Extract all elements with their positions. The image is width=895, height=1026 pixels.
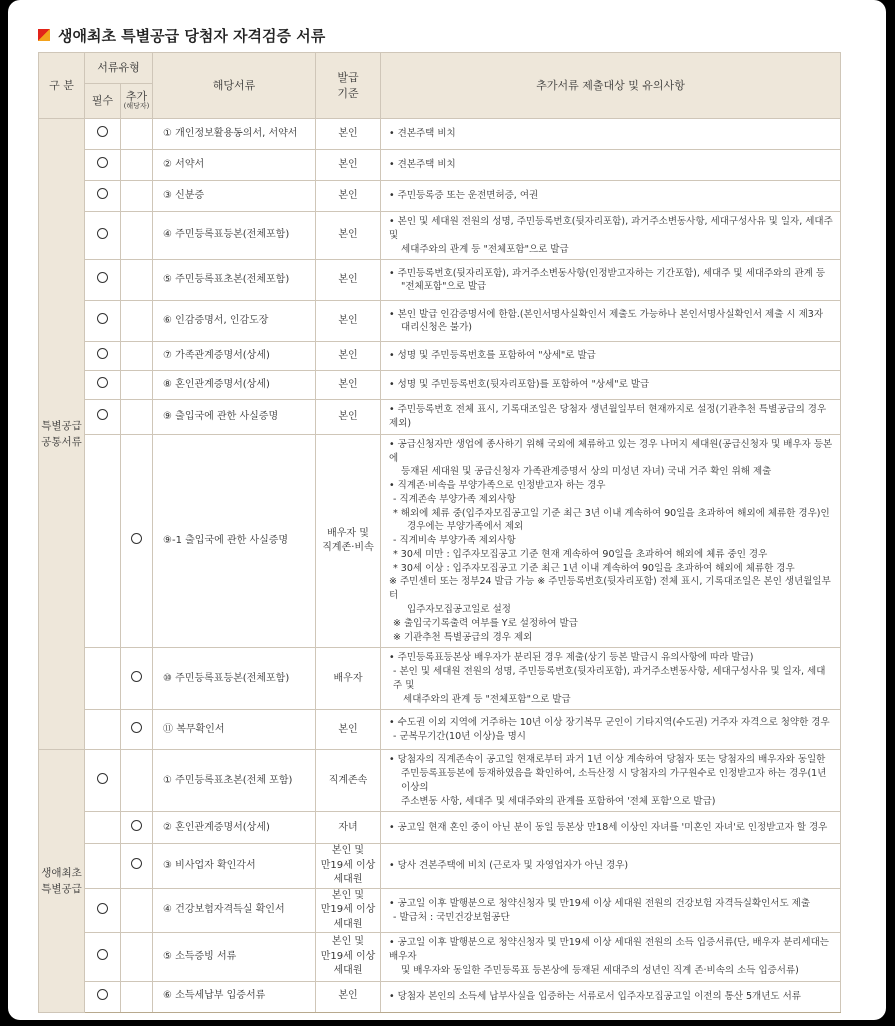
document-name: ⑥ 인감증명서, 인감도장 — [153, 301, 316, 342]
circle-mark-icon — [97, 409, 108, 420]
table-row — [39, 648, 841, 710]
note-line: "전체포함"으로 발급 — [401, 281, 487, 293]
note-line: • 당사 견본주택에 비치 (근로자 및 자영업자가 아닌 경우) — [389, 860, 629, 872]
note-line: • 본인 발급 인감증명서에 한함.(본인서명사실확인서 제출도 가능하나 본인서명사실확인서 제출 시 제3자 — [389, 308, 824, 320]
required-cell — [85, 400, 121, 435]
circle-mark-icon — [97, 949, 108, 960]
documents-table — [38, 52, 841, 1013]
required-cell — [85, 750, 121, 812]
note-line: 대리신청은 불가) — [401, 322, 472, 334]
additional-cell — [121, 150, 153, 181]
circle-mark-icon — [97, 348, 108, 359]
note-line: • 견본주택 비치 — [389, 159, 456, 171]
note-line: • 견본주택 비치 — [389, 128, 456, 140]
note-line: ※ 출입국기록출력 여부를 Y로 설정하여 발급 — [393, 617, 578, 629]
additional-cell — [121, 119, 153, 150]
note-line: 입주자모집공고일로 설정 — [407, 604, 511, 616]
note-line: * 30세 미만 : 입주자모집공고 기준 현재 계속하여 90일을 초과하여 해외에 체류 중인 경우 — [393, 548, 768, 560]
note-line: - 발급처 : 국민건강보험공단 — [393, 911, 510, 923]
issue-basis: 본인 — [316, 710, 381, 750]
required-cell — [85, 119, 121, 150]
note-line: 세대주와의 관계 등 "전체포함"으로 발급 — [401, 243, 569, 255]
note-line: * 30세 이상 : 입주자모집공고 기준 최근 1년 이내 계속하여 90일을 초과하여 해외에 체류한 경우 — [393, 562, 795, 574]
header-category: 구 분 — [39, 53, 85, 119]
document-name: ④ 건강보험자격득실 확인서 — [153, 888, 316, 933]
note-line: • 당첨자의 직계존속이 공고일 현재로부터 과거 1년 이상 계속하여 당첨자 또는 당첨자의 배우자와 동일한 — [389, 754, 826, 766]
required-cell — [85, 710, 121, 750]
additional-cell — [121, 750, 153, 812]
header-required: 필수 — [85, 84, 121, 119]
note-line: ※ 기관추천 특별공급의 경우 제외 — [393, 631, 533, 643]
notes-cell — [381, 888, 841, 933]
circle-mark-icon — [97, 903, 108, 914]
issue-basis: 본인 및 만19세 이상 세대원 — [316, 933, 381, 981]
notes-cell — [381, 260, 841, 301]
required-cell — [85, 150, 121, 181]
circle-mark-icon — [131, 671, 142, 682]
document-name: ⑧ 혼인관계증명서(상세) — [153, 371, 316, 400]
required-cell — [85, 301, 121, 342]
circle-mark-icon — [131, 722, 142, 733]
table-row — [39, 710, 841, 750]
document-name: ⑥ 소득세납부 입증서류 — [153, 981, 316, 1012]
title-text: 생애최초 특별공급 당첨자 자격검증 서류 — [58, 26, 326, 45]
note-line: • 공고일 이후 발행분으로 청약신청자 및 만19세 이상 세대원 전원의 건강보험 자격득실확인서도 제출 — [389, 897, 811, 909]
additional-cell — [121, 812, 153, 844]
document-name: ③ 비사업자 확인각서 — [153, 844, 316, 889]
section-title — [38, 20, 325, 50]
header-document: 해당서류 — [153, 53, 316, 119]
note-line: • 성명 및 주민등록번호를 포함하여 "상세"로 발급 — [389, 350, 596, 362]
table-row — [39, 150, 841, 181]
notes-cell — [381, 301, 841, 342]
note-line: - 본인 및 세대원 전원의 성명, 주민등록번호(뒷자리포함), 과거주소변동사항, 세대구성사유 및 일자, 세대주 및 — [393, 666, 826, 691]
document-name: ⑨-1 출입국에 관한 사실증명 — [153, 434, 316, 647]
required-cell — [85, 648, 121, 710]
issue-basis: 본인 — [316, 371, 381, 400]
required-cell — [85, 981, 121, 1012]
additional-cell — [121, 981, 153, 1012]
additional-cell — [121, 933, 153, 981]
table-row — [39, 212, 841, 260]
note-line: 및 배우자와 동일한 주민등록표 등본상에 등재된 세대주의 성년인 직계 존·비속의 소득 입증서류) — [401, 964, 799, 976]
required-cell — [85, 434, 121, 647]
circle-mark-icon — [97, 313, 108, 324]
document-name: ⑨ 출입국에 관한 사실증명 — [153, 400, 316, 435]
notes-cell — [381, 150, 841, 181]
note-line: • 공급신청자만 생업에 종사하기 위해 국외에 체류하고 있는 경우 나머지 세대원(공급신청자 및 배우자 등본에 — [389, 438, 833, 464]
required-cell — [85, 371, 121, 400]
note-line: • 주민등록번호(뒷자리포함), 과거주소변동사항(인정받고자하는 기간포함), 세대주 및 세대주와의 관계 등 — [389, 267, 826, 279]
notes-cell — [381, 342, 841, 371]
issue-basis: 본인 — [316, 301, 381, 342]
table-row — [39, 812, 841, 844]
circle-mark-icon — [97, 188, 108, 199]
document-name: ⑩ 주민등록표등본(전체포함) — [153, 648, 316, 710]
note-line: 등재된 세대원 및 공급신청자 가족관계증명서 상의 미성년 자녀) 국내 거주 확인 위해 제출 — [401, 466, 772, 478]
table-row — [39, 119, 841, 150]
table-row — [39, 400, 841, 435]
issue-basis: 본인 — [316, 400, 381, 435]
note-line: ※ 주민센터 또는 정부24 발급 가능 ※ 주민등록번호(뒷자리포함) 전체 표시, 기록대조일은 본인 생년월일부터 — [389, 576, 831, 602]
table-row — [39, 844, 841, 889]
note-line: - 직계존속 부양가족 제외사항 — [393, 493, 516, 505]
additional-cell — [121, 212, 153, 260]
header-additional-sub: (해당자) — [123, 102, 150, 111]
additional-cell — [121, 371, 153, 400]
note-line: • 성명 및 주민등록번호(뒷자리포함)를 포함하여 "상세"로 발급 — [389, 379, 650, 391]
additional-cell — [121, 710, 153, 750]
additional-cell — [121, 434, 153, 647]
circle-mark-icon — [131, 858, 142, 869]
document-page — [8, 0, 886, 1020]
header-row — [39, 53, 841, 84]
additional-cell — [121, 888, 153, 933]
issue-basis: 본인 — [316, 342, 381, 371]
document-name: ② 혼인관계증명서(상세) — [153, 812, 316, 844]
document-name: ⑪ 복무확인서 — [153, 710, 316, 750]
issue-basis: 본인 — [316, 260, 381, 301]
note-line: • 본인 및 세대원 전원의 성명, 주민등록번호(뒷자리포함), 과거주소변동사항, 세대구성사유 및 일자, 세대주 및 — [389, 216, 833, 241]
group-common: 특별공급 공통서류 — [39, 119, 85, 750]
additional-cell — [121, 342, 153, 371]
header-doc-type: 서류유형 — [85, 53, 153, 84]
circle-mark-icon — [97, 228, 108, 239]
additional-cell — [121, 400, 153, 435]
note-line: * 해외에 체류 중(입주자모집공고일 기준 최근 3년 이내 계속하여 90일을 초과하여 해외에 체류한 경우)인 — [393, 507, 830, 519]
table-row — [39, 301, 841, 342]
table-row — [39, 342, 841, 371]
table-row — [39, 888, 841, 933]
notes-cell — [381, 181, 841, 212]
circle-mark-icon — [97, 773, 108, 784]
title-marker-icon — [38, 29, 50, 41]
note-line: • 주민등록번호 전체 표시, 기록대조일은 당첨자 생년월일부터 현재까지로 설정(기관추천 특별공급의 경우 제외) — [389, 404, 827, 430]
table-row — [39, 434, 841, 647]
circle-mark-icon — [97, 157, 108, 168]
additional-cell — [121, 181, 153, 212]
note-line: 주소변동 사항, 세대주 및 세대주와의 관계를 포함하여 '전체 포함'으로 발급) — [401, 795, 716, 807]
issue-basis: 직계존속 — [316, 750, 381, 812]
required-cell — [85, 812, 121, 844]
required-cell — [85, 181, 121, 212]
notes-cell — [381, 981, 841, 1012]
note-line: • 주민등록증 또는 운전면허증, 여권 — [389, 190, 539, 202]
notes-cell — [381, 371, 841, 400]
document-name: ③ 신분증 — [153, 181, 316, 212]
table-row — [39, 933, 841, 981]
document-name: ④ 주민등록표등본(전체포함) — [153, 212, 316, 260]
header-basis: 발급 기준 — [316, 53, 381, 119]
required-cell — [85, 212, 121, 260]
table-row — [39, 981, 841, 1012]
note-line: - 군복무기간(10년 이상)을 명시 — [393, 730, 526, 742]
issue-basis: 자녀 — [316, 812, 381, 844]
issue-basis: 배우자 및 직계존·비속 — [316, 434, 381, 647]
issue-basis: 본인 및 만19세 이상 세대원 — [316, 888, 381, 933]
required-cell — [85, 844, 121, 889]
header-notes: 추가서류 제출대상 및 유의사항 — [381, 53, 841, 119]
notes-cell — [381, 212, 841, 260]
circle-mark-icon — [131, 533, 142, 544]
additional-cell — [121, 648, 153, 710]
issue-basis: 본인 — [316, 119, 381, 150]
group-first-time: 생애최초 특별공급 — [39, 750, 85, 1012]
note-line: - 직계비속 부양가족 제외사항 — [393, 535, 516, 547]
issue-basis: 본인 — [316, 181, 381, 212]
notes-cell — [381, 434, 841, 647]
issue-basis: 본인 — [316, 212, 381, 260]
circle-mark-icon — [97, 377, 108, 388]
required-cell — [85, 260, 121, 301]
notes-cell — [381, 844, 841, 889]
table-row — [39, 181, 841, 212]
note-line: 주민등록표등본에 등재하였음을 확인하여, 소득산정 시 당첨자의 가구원수로 인정받고자 하는 경우(1년 이상의 — [401, 768, 827, 793]
additional-cell — [121, 301, 153, 342]
issue-basis: 본인 — [316, 150, 381, 181]
required-cell — [85, 933, 121, 981]
note-line: • 직계존·비속을 부양가족으로 인정받고자 하는 경우 — [389, 480, 606, 492]
additional-cell — [121, 260, 153, 301]
header-additional-label: 추가 — [125, 90, 148, 104]
document-name: ⑤ 소득증빙 서류 — [153, 933, 316, 981]
notes-cell — [381, 812, 841, 844]
document-name: ⑦ 가족관계증명서(상세) — [153, 342, 316, 371]
note-line: • 공고일 이후 발행분으로 청약신청자 및 만19세 이상 세대원 전원의 소득 입증서류(단, 배우자 분리세대는 배우자 — [389, 937, 829, 963]
issue-basis: 배우자 — [316, 648, 381, 710]
table-row — [39, 371, 841, 400]
document-name: ⑤ 주민등록표초본(전체포함) — [153, 260, 316, 301]
note-line: 경우에는 부양가족에서 제외 — [407, 521, 524, 533]
note-line: • 당첨자 본인의 소득세 납부사실을 입증하는 서류로서 입주자모집공고일 이전의 통산 5개년도 서류 — [389, 990, 801, 1002]
table-row — [39, 750, 841, 812]
required-cell — [85, 888, 121, 933]
document-name: ② 서약서 — [153, 150, 316, 181]
circle-mark-icon — [97, 989, 108, 1000]
required-cell — [85, 342, 121, 371]
notes-cell — [381, 750, 841, 812]
note-line: 세대주와의 관계 등 "전체포함"으로 발급 — [403, 693, 571, 705]
note-line: • 수도권 이외 지역에 거주하는 10년 이상 장기복무 군인이 기타지역(수도권) 거주자 자격으로 청약한 경우 — [389, 717, 830, 729]
document-name: ① 주민등록표초본(전체 포함) — [153, 750, 316, 812]
issue-basis: 본인 및 만19세 이상 세대원 — [316, 844, 381, 889]
circle-mark-icon — [97, 126, 108, 137]
document-name: ① 개인정보활용동의서, 서약서 — [153, 119, 316, 150]
note-line: • 공고일 현재 혼인 중이 아닌 분이 동일 등본상 만18세 이상인 자녀를 '미혼인 자녀'로 인정받고자 할 경우 — [389, 822, 828, 834]
header-additional — [121, 84, 153, 119]
circle-mark-icon — [131, 820, 142, 831]
circle-mark-icon — [97, 272, 108, 283]
notes-cell — [381, 119, 841, 150]
additional-cell — [121, 844, 153, 889]
notes-cell — [381, 400, 841, 435]
note-line: • 주민등록표등본상 배우자가 분리된 경우 제출(상기 등본 발급시 유의사항에 따라 발급) — [389, 652, 754, 664]
notes-cell — [381, 933, 841, 981]
issue-basis: 본인 — [316, 981, 381, 1012]
table-row — [39, 260, 841, 301]
notes-cell — [381, 648, 841, 710]
notes-cell — [381, 710, 841, 750]
